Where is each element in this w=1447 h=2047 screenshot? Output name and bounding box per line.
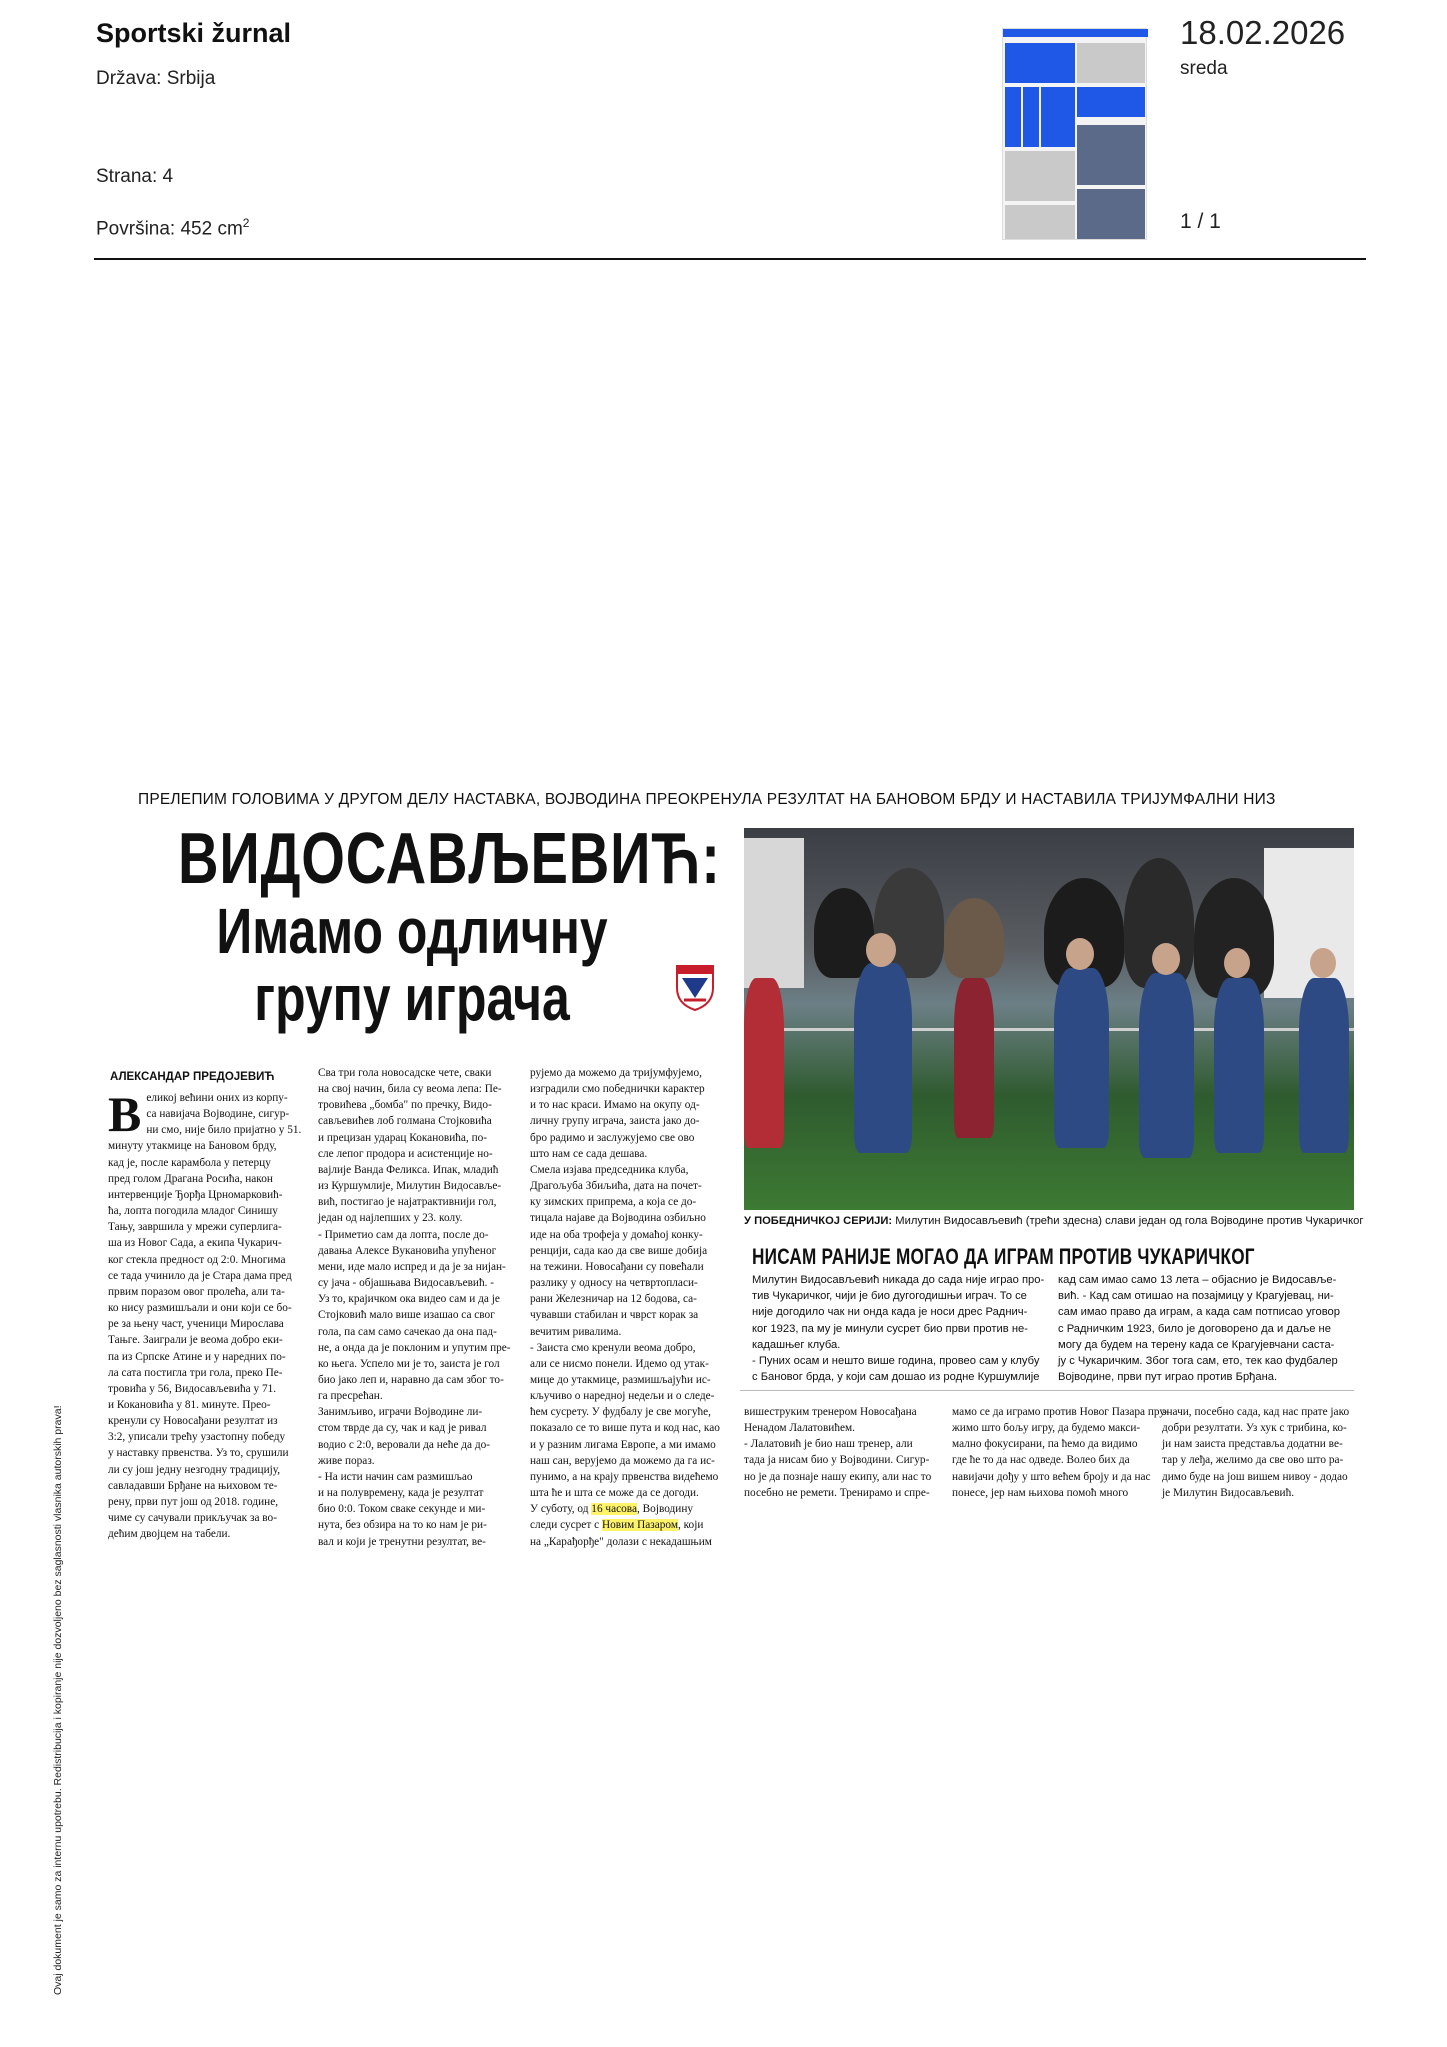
text-line: но је да познаје нашу екипу, али нас то xyxy=(744,1470,932,1483)
text-line: иде на оба трофеја у домаћој конку- xyxy=(530,1228,703,1241)
text-line: разлику у односу на четвртопласи- xyxy=(530,1277,698,1290)
text-line: чувавши стабилан и чврст корак за xyxy=(530,1309,699,1322)
text-line: мално фокусирани, па ћемо да видимо xyxy=(952,1438,1138,1451)
dropcap-letter: В xyxy=(108,1086,142,1142)
text-line: водио с 2:0, веровали да неће да до- xyxy=(318,1438,491,1451)
text-line: дећим двојцем на табели. xyxy=(108,1528,231,1541)
text-line: један од најлепших у 23. колу. xyxy=(318,1212,463,1225)
text-line: рену, први пут још од 2018. године, xyxy=(108,1495,279,1508)
text-line: савладавши Брђане на њиховом те- xyxy=(108,1479,278,1492)
text-line: интервенције Ђорђа Црномарковић- xyxy=(108,1188,283,1201)
text-line: - Заиста смо кренули веома добро, xyxy=(530,1341,696,1354)
text-line: У суботу, од 16 часова, Војводину xyxy=(530,1503,694,1516)
text-line: личну групу играча, заиста јако до- xyxy=(530,1115,700,1128)
text-line: - Приметио сам да лопта, после до- xyxy=(318,1228,489,1241)
text-line: вишеструким тренером Новосађана xyxy=(744,1406,917,1418)
text-line: ју с Чукаричким. Због тога сам, ето, тек као фудбалер xyxy=(1058,1355,1338,1368)
text-line: вечитим ривалима. xyxy=(530,1325,622,1338)
text-line: следи сусрет с Новим Пазаром, који xyxy=(530,1519,704,1532)
text-line: димо буде на још вишем нивоу - додао xyxy=(1162,1470,1348,1483)
text-line: га пресрећан. xyxy=(318,1390,383,1403)
text-line: био јако леп и, наравно да сам због то- xyxy=(318,1373,504,1386)
header-divider xyxy=(94,258,1366,260)
continuation-column-3 xyxy=(1162,1404,1352,1501)
text-line: 3:2, уписали трећу узастопну победу xyxy=(108,1431,286,1444)
text-line: Стојковић мало више изашао са свог xyxy=(318,1309,495,1322)
continuation-column-1 xyxy=(744,1404,934,1501)
issue-weekday: sreda xyxy=(1180,58,1228,79)
text-line: еликој већини оних из корпу- xyxy=(146,1092,288,1104)
page-count: 1 / 1 xyxy=(1180,210,1221,233)
body-column-1 xyxy=(108,1086,302,1542)
area-unit-superscript: 2 xyxy=(242,216,250,230)
caption-text: Милутин Видосављевић (трећи здесна) слави један од гола Војводине против Чукаричког xyxy=(892,1215,1364,1227)
text-line: мице до утакмице, размишљајући ис- xyxy=(530,1373,711,1386)
article-byline: АЛЕКСАНДАР ПРЕДОЈЕВИЋ xyxy=(110,1071,275,1083)
text-line: - На исти начин сам размишљао xyxy=(318,1470,473,1483)
text-line: и то нас краси. Имамо на окупу од- xyxy=(530,1099,700,1112)
text-line: изградили смо победнички карактер xyxy=(530,1083,705,1096)
text-line: тровића у 56, Видосављевића у 71. xyxy=(108,1382,277,1395)
text-line: гола, па сам само сачекао да она пад- xyxy=(318,1325,497,1338)
text-line: могу да будем на терену када се Крагујевчани саста- xyxy=(1058,1338,1335,1351)
text-line: значи, посебно сада, кад нас прате јако xyxy=(1162,1406,1350,1418)
text-line: на „Карађорђе" долази с некадашњим xyxy=(530,1535,712,1548)
text-line: ша из Новог Сада, а екипа Чукарич- xyxy=(108,1237,282,1250)
text-line: вић, постигао је најатрактивнији гол, xyxy=(318,1196,497,1209)
text-line: тицала најаве да Војводина озбиљно xyxy=(530,1212,706,1225)
text-line: Занимљиво, играчи Војводине ли- xyxy=(318,1406,483,1419)
text-line: па из Српске Атине и у наредних по- xyxy=(108,1350,286,1363)
headline-line-3: групу играча xyxy=(254,961,570,1034)
sidebar-subheading: НИСАМ РАНИЈЕ МОГАО ДА ИГРАМ ПРОТИВ ЧУКАРИЧКОГ xyxy=(752,1244,1255,1269)
sidebar-divider xyxy=(740,1390,1354,1391)
text-line: кључиво о наредној недељи и о следе- xyxy=(530,1390,715,1403)
headline-line-1: ВИДОСАВЉЕВИЋ: xyxy=(178,819,721,899)
text-line: Милутин Видосављевић никада до сада није играо про- xyxy=(752,1274,1045,1286)
text-line: ко нису размишљали и они који се бо- xyxy=(108,1302,292,1315)
text-line: навијачи дођу у што већем броју и да нас xyxy=(952,1470,1151,1483)
text-line: сле лепог продора и асистенције но- xyxy=(318,1147,493,1160)
club-crest-icon xyxy=(674,960,716,1012)
text-line: кадашњег клуба. xyxy=(752,1338,841,1351)
text-line: с Радничким 1923, било је договорено да и даље не xyxy=(1058,1322,1331,1335)
text-line: ји нам заиста представља додатни ве- xyxy=(1162,1438,1343,1451)
text-line: ренцији, сада као да све више добија xyxy=(530,1244,708,1257)
text-line: - Пуних осам и нешто више година, провео сам у клубу xyxy=(752,1355,1040,1368)
text-line: нута, без обзира на то ко нам је ри- xyxy=(318,1519,487,1532)
text-line: ког стекла предност од 2:0. Многима xyxy=(108,1253,286,1266)
text-line: не, а онда да је поклоним и упутим пре- xyxy=(318,1341,511,1354)
text-line: с Бановог брда, у који сам дошао из родне Куршумлије xyxy=(752,1371,1040,1384)
text-line: - Лалатовић је био наш тренер, али xyxy=(744,1438,913,1451)
text-line: ку зимских припрема, а која се до- xyxy=(530,1196,697,1209)
area-label xyxy=(96,216,249,240)
text-line: сављевићев лоб голмана Стојковића xyxy=(318,1115,492,1128)
text-line: Смела изјава председника клуба, xyxy=(530,1163,689,1176)
text-line: ла сата постигла три гола, преко Пе- xyxy=(108,1366,283,1379)
text-line: показало се то више пута и код нас, као xyxy=(530,1422,720,1435)
text-line: рујемо да можемо да тријумфујемо, xyxy=(530,1067,702,1079)
copyright-notice: Ovaj dokument je samo za internu upotrebu. Redistribucija i kopiranje nije dozvoljeno bez saglasnosti vlasnika autorskih prava! xyxy=(52,1405,64,1995)
text-line: тровићева „бомба" по пречку, Видо- xyxy=(318,1099,492,1112)
text-line: из Куршумлије, Милутин Видосавље- xyxy=(318,1180,502,1193)
text-line: и на полувремену, када је резултат xyxy=(318,1487,484,1500)
article-kicker: ПРЕЛЕПИМ ГОЛОВИМА У ДРУГОМ ДЕЛУ НАСТАВКА, ВОЈВОДИНА ПРЕОКРЕНУЛА РЕЗУЛТАТ НА БАНОВОМ БРДУ И НАСТАВИЛА ТРИЈУМФАЛНИ НИЗ xyxy=(138,791,1276,808)
page-thumbnail[interactable] xyxy=(1002,28,1147,240)
text-line: ни смо, није било пријатно у 51. xyxy=(146,1124,302,1137)
highlighted-text: Новим Пазаром xyxy=(601,1519,678,1532)
text-line: живе пораз. xyxy=(318,1454,375,1467)
text-line: и Кокановића у 81. минуте. Прео- xyxy=(108,1398,271,1411)
text-line: Тању, завршила у мрежи суперлига- xyxy=(108,1221,282,1234)
issue-date: 18.02.2026 xyxy=(1180,14,1346,51)
text-line: шта ће и шта се може да се догоди. xyxy=(530,1487,699,1500)
text-line: Уз то, крајичком ока видео сам и да је xyxy=(318,1293,500,1306)
text-line: вал и који је тренутни резултат, ве- xyxy=(318,1535,486,1548)
text-line: мени, иде мало испред и да је за нијан- xyxy=(318,1260,506,1273)
text-line: минуту утакмице на Бановом брду, xyxy=(108,1140,277,1153)
photo-caption xyxy=(744,1215,1364,1227)
text-line: где ће то да нас одведе. Волео бих да xyxy=(952,1454,1130,1467)
continuation-column-2 xyxy=(952,1404,1169,1501)
text-line: и у разним лигама Европе, а ми имамо xyxy=(530,1438,716,1451)
text-line: вић. - Кад сам отишао на позајмицу у Крагујевац, ни- xyxy=(1058,1290,1334,1303)
text-line: су јача - објашњава Видосављевић. - xyxy=(318,1277,495,1290)
text-line: стом тврде да су, чак и кад је ривал xyxy=(318,1422,487,1435)
text-line: наш сан, верујемо да можемо да га ис- xyxy=(530,1454,715,1467)
text-line: бро радимо и заслужујемо све ово xyxy=(530,1131,695,1144)
text-line: тар у леђа, желимо да све ово што ра- xyxy=(1162,1454,1344,1467)
text-line: ко њега. Успело ми је то, заиста је гол xyxy=(318,1357,500,1370)
text-line: пунимо, а на крају првенства видећемо xyxy=(530,1470,719,1483)
text-line: посебно не ремети. Тренирамо и спре- xyxy=(744,1486,930,1499)
text-line: првим поразом овог пролећа, али та- xyxy=(108,1285,285,1298)
caption-bold: У ПОБЕДНИЧКОЈ СЕРИЈИ: xyxy=(744,1215,893,1227)
body-column-2 xyxy=(318,1065,511,1550)
text-line: ћа, лопта погодила младог Синишу xyxy=(108,1205,278,1218)
article-photo[interactable] xyxy=(744,828,1354,1210)
area-value: Površina: 452 cm xyxy=(96,218,243,240)
highlighted-text: 16 часова xyxy=(591,1503,637,1516)
page-number-label: Strana: 4 xyxy=(96,166,174,187)
body-column-3 xyxy=(530,1065,720,1550)
text-line: тада ја нисам био у Војводини. Сигур- xyxy=(744,1454,930,1467)
text-line: Ненадом Лалатовићем. xyxy=(744,1422,855,1435)
text-line: кад је, после карамбола у петерцу xyxy=(108,1156,271,1169)
text-line: био 0:0. Током сваке секунде и ми- xyxy=(318,1503,486,1516)
text-line: давања Алексе Вукановића упућеног xyxy=(318,1244,497,1257)
text-line: са навијача Војводине, сигур- xyxy=(146,1108,290,1121)
text-line: кад сам имао само 13 лета – објасниo је Видосавље- xyxy=(1058,1274,1337,1286)
text-line: мамо се да играмо против Новог Пазара пру- xyxy=(952,1406,1169,1418)
publication-name: Sportski žurnal xyxy=(96,18,292,48)
text-line: је Милутин Видосављевић. xyxy=(1162,1486,1295,1499)
text-line: Драгољуба Збиљића, дата на почет- xyxy=(530,1180,702,1193)
text-line: Тањге. Заиграли је веома добро еки- xyxy=(108,1334,283,1347)
text-line: није догодило чак ни онда када је носи дрес Раднич- xyxy=(752,1306,1028,1319)
text-line: рани Железничар на 12 бодова, са- xyxy=(530,1293,697,1306)
text-line: сам имао право да играм, а када сам потписао уговор xyxy=(1058,1306,1340,1319)
text-line: на свој начин, била су веома лепа: Пе- xyxy=(318,1083,502,1096)
text-line: ћем сусрету. У фудбалу је све могуће, xyxy=(530,1406,711,1419)
text-line: у наставку првенства. Уз то, срушили xyxy=(108,1447,289,1460)
text-line: Војводине, први пут играо против Брђана. xyxy=(1058,1371,1278,1384)
text-line: на тежини. Новосађани су повећали xyxy=(530,1260,704,1273)
text-line: чиме су сачували прикључак за во- xyxy=(108,1512,277,1525)
sidebar-column-left xyxy=(752,1272,1045,1385)
text-line: се тада учинило да је Стара дама пред xyxy=(108,1269,292,1282)
text-line: али се нисмо понели. Идемо од утак- xyxy=(530,1357,709,1370)
text-line: кренули су Новосађани резултат из xyxy=(108,1415,278,1428)
text-line: Сва три гола новосадске чете, сваки xyxy=(318,1067,492,1079)
text-line: ли су још једну незгодну традицију, xyxy=(108,1463,281,1476)
article-headline xyxy=(178,819,721,1034)
text-line: ког 1923, па му је минули сусрет био први против не- xyxy=(752,1322,1028,1335)
country-label: Država: Srbija xyxy=(96,68,216,89)
text-line: жимо што бољу игру, да будемо макси- xyxy=(952,1422,1141,1435)
text-line: вајлије Ванда Феликса. Ипак, младић xyxy=(318,1163,499,1176)
text-line: што нам се сада дешава. xyxy=(530,1147,648,1160)
sidebar-column-right xyxy=(1058,1272,1348,1385)
text-line: тив Чукаричког, чији је био дугогодишњи играч. То се xyxy=(752,1290,1027,1303)
headline-line-2: Имамо одличну xyxy=(216,894,608,967)
text-line: ре за њену част, ученици Мирослава xyxy=(108,1318,284,1331)
text-line: пред голом Драгана Росића, након xyxy=(108,1172,273,1185)
text-line: добри резултати. Уз хук с трибина, ко- xyxy=(1162,1422,1347,1435)
text-line: понесе, јер нам њихова помоћ много xyxy=(952,1486,1129,1499)
text-line: и прецизан ударац Кокановића, по- xyxy=(318,1131,488,1144)
